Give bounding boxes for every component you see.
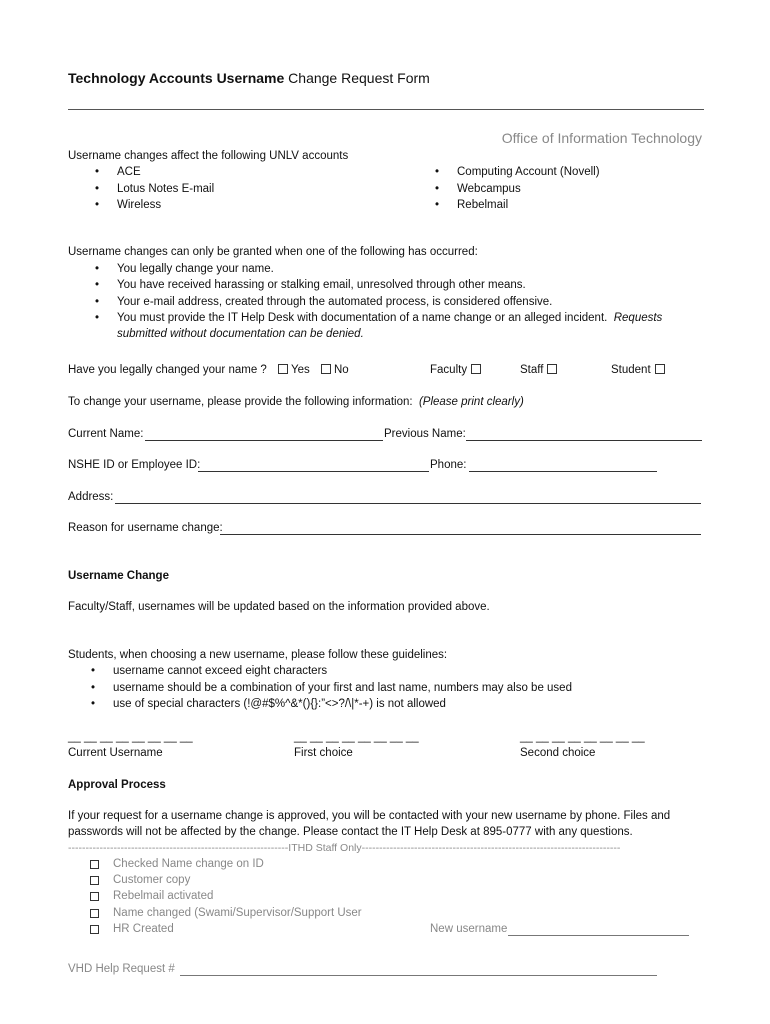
current-name-label: Current Name:: [68, 428, 144, 440]
guideline-item: • username cannot exceed eight characters: [113, 665, 327, 677]
legal-question-text: Have you legally changed your name ?: [68, 364, 267, 376]
staff-checkbox-rebelmail[interactable]: [90, 892, 99, 901]
page-title: [68, 70, 430, 86]
reason-field[interactable]: [220, 534, 701, 535]
staff-item-label: Customer copy: [113, 874, 191, 886]
second-choice-label: Second choice: [520, 747, 596, 759]
account-item: • Rebelmail: [457, 199, 508, 211]
faculty-option: [430, 364, 484, 376]
previous-name-field[interactable]: [466, 440, 702, 441]
title-bold: Technology Accounts Username: [68, 70, 285, 86]
approval-text-line2: passwords will not be affected by the change. Please contact the IT Help Desk at 895-0777 with any questions.: [68, 826, 633, 838]
account-item: • Lotus Notes E-mail: [117, 183, 214, 195]
accounts-intro: Username changes affect the following UNLV accounts: [68, 150, 349, 162]
account-item: • Computing Account (Novell): [457, 166, 600, 178]
account-item: • Wireless: [117, 199, 161, 211]
new-username-field[interactable]: [508, 935, 689, 936]
yes-checkbox[interactable]: [278, 364, 288, 374]
staff-item-label: Rebelmail activated: [113, 890, 214, 902]
phone-field[interactable]: [469, 471, 657, 472]
staff-item-label: Name changed (Swami/Supervisor/Support User: [113, 907, 362, 919]
previous-name-label: Previous Name:: [384, 428, 466, 440]
vhd-label: VHD Help Request #: [68, 963, 175, 975]
requests-note-cont: submitted without documentation can be denied.: [117, 328, 364, 340]
approval-heading: Approval Process: [68, 779, 166, 791]
first-choice-label: First choice: [294, 747, 353, 759]
staff-option: [520, 364, 560, 376]
nshe-id-label: NSHE ID or Employee ID:: [68, 459, 201, 471]
phone-label: Phone:: [430, 459, 467, 471]
vhd-field[interactable]: [180, 975, 657, 976]
staff-label: Staff: [520, 364, 544, 376]
office-label: Office of Information Technology: [501, 130, 702, 146]
staff-item-label: HR Created: [113, 923, 174, 935]
username-change-heading: Username Change: [68, 570, 169, 582]
faculty-checkbox[interactable]: [471, 364, 481, 374]
student-checkbox[interactable]: [655, 364, 665, 374]
faculty-staff-text: Faculty/Staff, usernames will be updated based on the information provided above.: [68, 601, 490, 613]
current-name-field[interactable]: [145, 440, 383, 441]
title-rest: Change Request Form: [284, 70, 430, 86]
staff-checkbox-name-id[interactable]: [90, 860, 99, 869]
current-username-blank[interactable]: __ __ __ __ __ __ __ __: [68, 731, 193, 743]
staff-checkbox[interactable]: [547, 364, 557, 374]
condition-text: You must provide the IT Help Desk with documentation of a name change or an alleged incident.: [117, 312, 608, 324]
address-label: Address:: [68, 491, 114, 503]
title-divider: [68, 109, 704, 110]
conditions-intro: Username changes can only be granted when one of the following has occurred:: [68, 246, 478, 258]
second-choice-blank[interactable]: __ __ __ __ __ __ __ __: [520, 731, 645, 743]
staff-item-label: Checked Name change on ID: [113, 858, 264, 870]
nshe-id-field[interactable]: [198, 471, 429, 472]
address-field[interactable]: [115, 503, 701, 504]
condition-item: • Your e-mail address, created through the automated process, is considered offensive.: [117, 296, 552, 308]
faculty-label: Faculty: [430, 364, 468, 376]
student-label: Student: [611, 364, 651, 376]
no-label: No: [334, 364, 349, 376]
legal-name-question: [68, 364, 349, 376]
condition-item: • You have received harassing or stalking email, unresolved through other means.: [117, 279, 526, 291]
yes-label: Yes: [291, 364, 310, 376]
students-intro: Students, when choosing a new username, please follow these guidelines:: [68, 649, 448, 661]
staff-only-divider: ---------------------------------------------------------------ITHD Staff Only--------------------------------------------------------------------------: [68, 842, 621, 854]
account-item: • Webcampus: [457, 183, 521, 195]
staff-checkbox-name-changed[interactable]: [90, 909, 99, 918]
student-option: [611, 364, 668, 376]
approval-text-line1: If your request for a username change is approved, you will be contacted with your new username by phone. Files and: [68, 810, 671, 822]
print-note: (Please print clearly): [418, 396, 524, 408]
staff-checkbox-customer-copy[interactable]: [90, 876, 99, 885]
guideline-item: • username should be a combination of your first and last name, numbers may also be used: [113, 682, 572, 694]
first-choice-blank[interactable]: __ __ __ __ __ __ __ __: [294, 731, 419, 743]
account-item: • ACE: [117, 166, 141, 178]
new-username-label: New username: [430, 923, 508, 935]
current-username-label: Current Username: [68, 747, 163, 759]
reason-label: Reason for username change:: [68, 522, 223, 534]
requests-note: Requests: [613, 312, 663, 324]
info-intro: [68, 396, 524, 408]
condition-item: • You legally change your name.: [117, 263, 274, 275]
guideline-item: • use of special characters (!@#$%^&*(){}:”<>?/\|*-+) is not allowed: [113, 698, 446, 710]
info-intro-text: To change your username, please provide the following information:: [68, 396, 413, 408]
staff-checkbox-hr-created[interactable]: [90, 925, 99, 934]
condition-item: [117, 312, 662, 324]
no-checkbox[interactable]: [321, 364, 331, 374]
